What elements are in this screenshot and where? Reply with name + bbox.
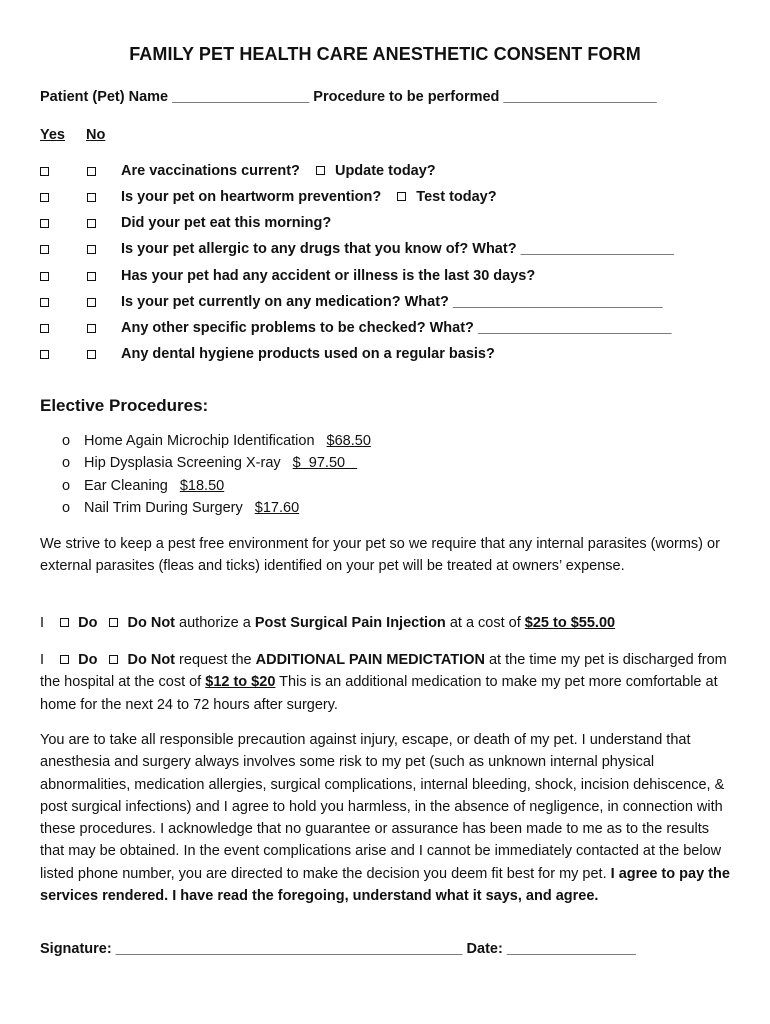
patient-name-field[interactable]: _________________	[172, 89, 310, 105]
question-text: Are vaccinations current?	[121, 163, 300, 179]
elective-item-name: Hip Dysplasia Screening X-ray	[84, 455, 281, 471]
patient-name-label: Patient (Pet) Name	[40, 89, 169, 105]
yes-checkbox[interactable]	[40, 298, 49, 307]
yes-checkbox[interactable]	[40, 167, 49, 176]
bullet: o	[62, 433, 71, 449]
no-checkbox[interactable]	[87, 298, 96, 307]
do-label: Do	[78, 615, 98, 631]
pain-injection-item: Post Surgical Pain Injection	[254, 615, 446, 631]
yes-checkbox[interactable]	[40, 350, 49, 359]
question-text: Is your pet currently on any medication? What?	[121, 294, 449, 310]
bullet: o	[62, 500, 71, 516]
question-text: Is your pet allergic to any drugs that you know of? What?	[121, 241, 517, 257]
update-today-checkbox[interactable]	[316, 166, 325, 175]
yes-no-header	[40, 127, 105, 143]
date-label: Date:	[466, 941, 503, 957]
no-checkbox[interactable]	[87, 193, 96, 202]
patient-procedure-line	[40, 89, 657, 105]
yes-checkbox[interactable]	[40, 245, 49, 254]
no-checkbox[interactable]	[87, 350, 96, 359]
pain-medication-text-2: This is an additional medication to make my pet more comfortable at home for the next 24 to 72 hours after surgery.	[40, 674, 718, 713]
do-label: Do	[78, 652, 98, 668]
elective-item	[62, 478, 224, 494]
elective-item-price: $18.50	[179, 478, 225, 494]
yes-checkbox[interactable]	[40, 324, 49, 333]
no-checkbox[interactable]	[87, 245, 96, 254]
consent-agreement: I agree to pay the services rendered. I have read the foregoing, understand what it says, and agree.	[40, 865, 730, 905]
procedure-label: Procedure to be performed	[313, 89, 500, 105]
yes-column-header: Yes	[40, 127, 65, 143]
question-text: Any dental hygiene products used on a regular basis?	[121, 346, 495, 362]
elective-item	[62, 455, 357, 471]
pain-medication-item: ADDITIONAL PAIN MEDICTATION	[255, 652, 485, 668]
i-label: I	[40, 652, 45, 668]
no-column-header: No	[86, 127, 106, 143]
yes-checkbox[interactable]	[40, 219, 49, 228]
elective-item	[62, 433, 371, 449]
test-today-checkbox[interactable]	[397, 192, 406, 201]
question-text: Has your pet had any accident or illness is the last 30 days?	[121, 268, 536, 284]
answer-field[interactable]: ___________________	[520, 241, 674, 257]
yes-checkbox[interactable]	[40, 272, 49, 281]
form-title: FAMILY PET HEALTH CARE ANESTHETIC CONSENT FORM	[129, 44, 641, 64]
i-label: I	[40, 615, 45, 631]
elective-heading: Elective Procedures:	[40, 396, 209, 415]
no-checkbox[interactable]	[87, 272, 96, 281]
elective-item-price: $68.50	[326, 433, 371, 449]
pain-medication-paragraph	[40, 649, 730, 716]
authorize-text: authorize a	[179, 615, 251, 631]
elective-item-price: $17.60	[254, 500, 300, 516]
no-checkbox[interactable]	[87, 324, 96, 333]
no-checkbox[interactable]	[87, 219, 96, 228]
elective-item	[62, 500, 299, 516]
do-not-checkbox[interactable]	[109, 655, 118, 664]
date-field[interactable]: ________________	[506, 941, 636, 957]
test-today-label: Test today?	[416, 189, 497, 205]
pain-medication-text: at the time my pet is discharged from the hospital at the cost of	[40, 652, 727, 691]
elective-item-price: $ 97.50	[292, 455, 358, 471]
request-text: request the	[179, 652, 252, 668]
elective-item-name: Home Again Microchip Identification	[84, 433, 315, 449]
bullet: o	[62, 478, 71, 494]
consent-text: You are to take all responsible precaution against injury, escape, or death of my pet. I understand that anesthesia and surgery always involves some risk to my pet (such as unknown internal physical abnormalities, medication allergies, surgical complications, internal bleeding, shock, incision dehiscence, & post surgical infections) and I agree to hold you harmless, in the absence of negligence, in connection with these procedures. I acknowledge that no guarantee or assurance has been made to me as to the results that may be obtained. In the event complications arise and I cannot be immediately contacted at the below listed phone number, you are directed to make the decision you deem fit best for my pet.	[40, 732, 725, 882]
no-checkbox[interactable]	[87, 167, 96, 176]
signature-field[interactable]: ___________________________________________	[115, 941, 463, 957]
procedure-field[interactable]: ___________________	[503, 89, 657, 105]
do-checkbox[interactable]	[60, 618, 69, 627]
do-not-label: Do Not	[127, 615, 176, 631]
answer-field[interactable]: ________________________	[477, 320, 672, 336]
do-not-checkbox[interactable]	[109, 618, 118, 627]
update-today-label: Update today?	[334, 163, 436, 179]
bullet: o	[62, 455, 71, 471]
pain-injection-line	[40, 615, 615, 631]
parasite-paragraph: We strive to keep a pest free environment for your pet so we require that any internal parasites (worms) or external parasites (fleas and ticks) identified on your pet will be treated at owners’ expense.	[40, 536, 720, 575]
pain-injection-cost: $25 to $55.00	[524, 615, 616, 631]
do-checkbox[interactable]	[60, 655, 69, 664]
consent-paragraph	[40, 729, 730, 907]
answer-field[interactable]: __________________________	[452, 294, 663, 310]
signature-label: Signature:	[40, 941, 112, 957]
do-not-label: Do Not	[127, 652, 176, 668]
elective-item-name: Nail Trim During Surgery	[84, 500, 243, 516]
cost-label: at a cost of	[449, 615, 521, 631]
pain-medication-cost: $12 to $20	[205, 674, 276, 691]
signature-line	[40, 941, 636, 957]
question-text: Is your pet on heartworm prevention?	[121, 189, 382, 205]
question-text: Did your pet eat this morning?	[121, 215, 332, 231]
question-text: Any other specific problems to be checked? What?	[121, 320, 474, 336]
elective-item-name: Ear Cleaning	[84, 478, 168, 494]
yes-checkbox[interactable]	[40, 193, 49, 202]
